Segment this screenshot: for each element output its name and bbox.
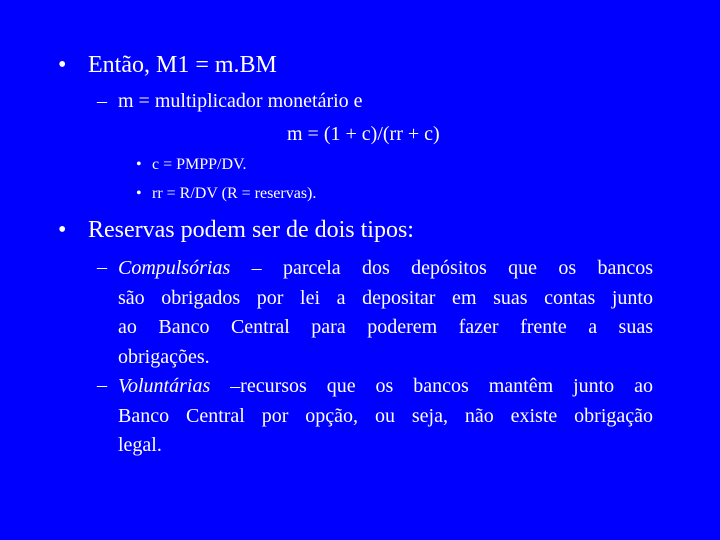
dash-2-1: –: [97, 256, 107, 278]
formula-m: m = (1 + c)/(rr + c): [287, 123, 440, 145]
term-voluntarias: Voluntárias: [118, 375, 211, 397]
item-1-subsub-2: rr = R/DV (R = reservas).: [152, 185, 317, 202]
item-1-sub-1: m = multiplicador monetário e: [118, 90, 363, 112]
bullet-main-1: •: [58, 52, 67, 78]
term-compulsorias: Compulsórias: [118, 257, 231, 279]
item-2-text: Reservas podem ser de dois tipos:: [88, 217, 414, 243]
voluntarias-line-2: Banco Central por opção, ou seja, não existe obrigação: [118, 404, 653, 427]
bullet-sub-2: •: [136, 185, 142, 202]
voluntarias-line-1: Voluntárias –recursos que os bancos mantêm junto ao: [118, 375, 653, 397]
bullet-sub-1: •: [136, 156, 142, 173]
bullet-main-2: •: [58, 217, 67, 243]
dash-1-1: –: [97, 90, 107, 112]
compulsorias-line-1: Compulsórias – parcela dos depósitos que os bancos: [118, 257, 653, 279]
voluntarias-line-3: legal.: [118, 434, 162, 456]
compulsorias-line-2: são obrigados por lei a depositar em suas contas junto: [118, 286, 653, 309]
item-1-text: Então, M1 = m.BM: [88, 52, 277, 78]
compulsorias-line-3: ao Banco Central para poderem fazer frente a suas: [118, 316, 653, 338]
compulsorias-line-4: obrigações.: [118, 345, 210, 368]
item-1-subsub-1: c = PMPP/DV.: [152, 156, 247, 173]
dash-2-2: –: [97, 374, 107, 396]
